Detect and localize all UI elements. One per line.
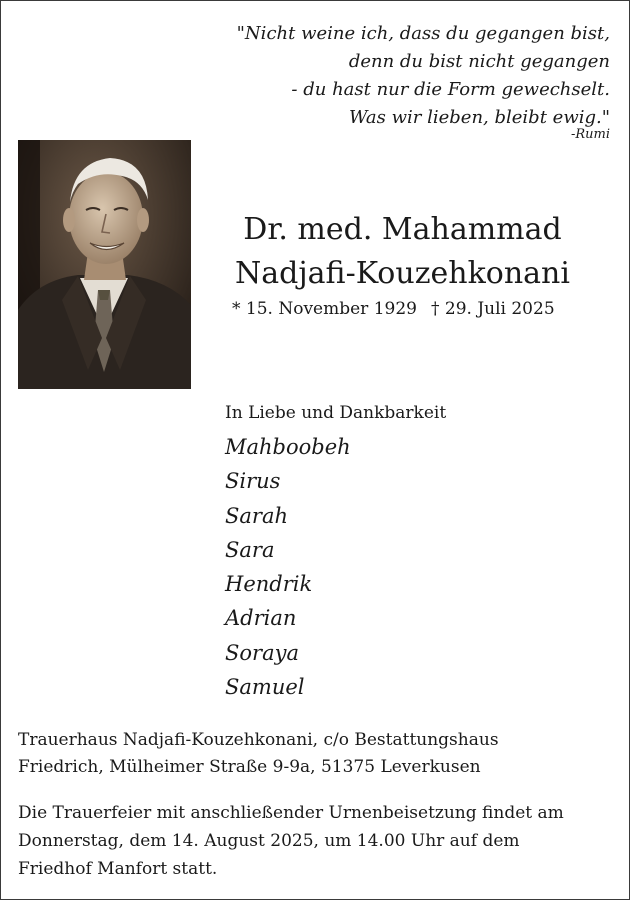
family-member: Sarah <box>225 503 288 528</box>
death-date: † 29. Juli 2025 <box>430 299 555 319</box>
family-member: Adrian <box>225 606 297 631</box>
portrait-photo <box>18 140 191 389</box>
quote-line: - du hast nur die Form gewechselt. <box>291 79 610 100</box>
family-member: Sara <box>225 537 275 562</box>
quote-line: "Nicht weine ich, dass du gegangen bist, <box>236 23 610 44</box>
rumi-quote <box>190 20 610 142</box>
quote-line: denn du bist nicht gegangen <box>348 51 610 72</box>
ceremony-info <box>18 799 618 883</box>
family-list <box>225 430 446 704</box>
life-dates <box>232 298 555 320</box>
family-member: Mahboobeh <box>225 435 351 459</box>
family-member: Soraya <box>225 640 299 665</box>
mourning-address <box>18 727 613 781</box>
family-section <box>225 401 446 704</box>
family-member: Sirus <box>225 469 281 494</box>
family-intro: In Liebe und Dankbarkeit <box>225 403 447 423</box>
address-line: Trauerhaus Nadjafi-Kouzehkonani, c/o Bestattungshaus <box>18 730 499 750</box>
name-line-title: Dr. med. Mahammad <box>243 212 562 247</box>
family-member: Samuel <box>225 675 305 700</box>
ceremony-line: Die Trauerfeier mit anschließender Urnenbeisetzung findet am <box>18 803 564 823</box>
ceremony-line: Donnerstag, dem 14. August 2025, um 14.00 Uhr auf dem <box>18 831 520 851</box>
deceased-name <box>205 208 600 296</box>
family-member: Hendrik <box>225 572 313 597</box>
name-line-surname: Nadjafi-Kouzehkonani <box>235 256 570 291</box>
address-line: Friedrich, Mülheimer Straße 9-9a, 51375 Leverkusen <box>18 757 481 777</box>
birth-date: * 15. November 1929 <box>232 299 417 319</box>
quote-author: -Rumi <box>570 127 610 142</box>
ceremony-line: Friedhof Manfort statt. <box>18 859 218 879</box>
quote-line: Was wir lieben, bleibt ewig." <box>349 107 610 128</box>
